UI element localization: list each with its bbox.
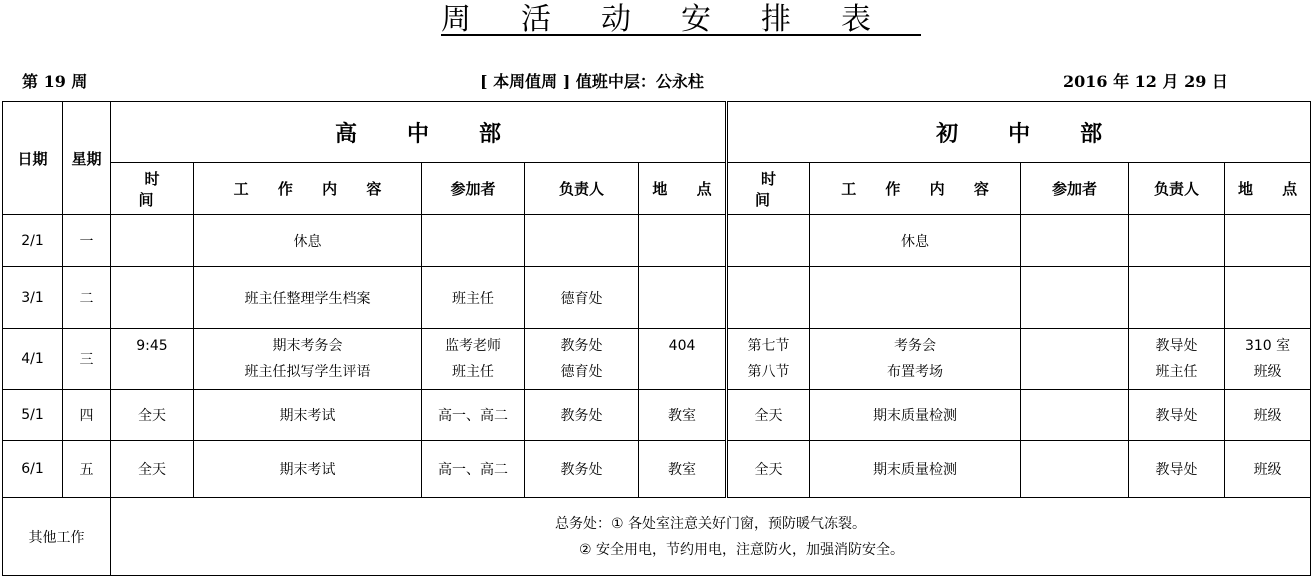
junior-location-line1: 310 室: [1244, 338, 1291, 354]
row-date: 5/1: [3, 390, 63, 441]
junior-col-time-label: 时 间: [755, 169, 789, 209]
high-content: 班主任整理学生档案: [194, 267, 422, 329]
high-participants: 班主任: [422, 267, 525, 329]
table-row: [3, 441, 1311, 498]
high-col-charge: 负责人: [525, 163, 639, 215]
junior-col-participants: 参加者: [1021, 163, 1129, 215]
high-participants: 高一、高二: [422, 390, 525, 441]
junior-participants: [1021, 329, 1129, 390]
high-location: [639, 267, 727, 329]
row-date: 6/1: [3, 441, 63, 498]
high-participants-line2: 班主任: [452, 364, 494, 380]
row-date: 2/1: [3, 215, 63, 267]
junior-time: 全天: [727, 390, 810, 441]
junior-participants: [1021, 441, 1129, 498]
junior-location: [1225, 329, 1311, 390]
high-school-header: [111, 102, 727, 163]
other-work-label: 其他工作: [3, 498, 111, 576]
table-row: [3, 215, 1311, 267]
junior-col-time: [727, 163, 810, 215]
junior-location-line2: 班级: [1253, 364, 1282, 380]
junior-participants: [1021, 390, 1129, 441]
high-content-line2: 班主任拟写学生评语: [244, 364, 371, 380]
junior-col-location-label: 地 点: [1237, 180, 1310, 198]
junior-location: 班级: [1225, 390, 1311, 441]
other-work-line2: ② 安全用电，节约用电，注意防火，加强消防安全。: [579, 541, 905, 558]
high-charge-line1: 教务处: [560, 338, 603, 354]
high-col-participants: 参加者: [422, 163, 525, 215]
junior-time: [727, 215, 810, 267]
high-content-line1: 期末考务会: [272, 338, 343, 354]
table-row: [3, 267, 1311, 329]
high-col-content-label: 工 作 内 容: [233, 180, 394, 198]
junior-charge: [1129, 267, 1225, 329]
high-col-location: [639, 163, 727, 215]
high-col-time-label: 时 间: [138, 169, 172, 209]
page-title-text: 周活动安排表: [441, 2, 921, 37]
junior-content: [810, 267, 1021, 329]
high-time: [111, 267, 194, 329]
col-date-header: 日期: [3, 102, 63, 215]
table-row: [3, 329, 1311, 390]
junior-col-location: [1225, 163, 1311, 215]
junior-location: [1225, 267, 1311, 329]
junior-charge: 教导处: [1129, 390, 1225, 441]
document-date: 2016 年 12 月 29 日: [1063, 72, 1228, 91]
junior-time: [727, 329, 810, 390]
high-charge: 教务处: [525, 390, 639, 441]
high-charge: [525, 329, 639, 390]
junior-content-line2: 布置考场: [887, 364, 944, 380]
row-date: 4/1: [3, 329, 63, 390]
junior-col-charge: 负责人: [1129, 163, 1225, 215]
high-time: 全天: [111, 441, 194, 498]
high-charge-line2: 德育处: [560, 364, 603, 380]
header-row-dept: [3, 102, 1311, 163]
row-weekday: 一: [63, 215, 111, 267]
junior-col-content: [810, 163, 1021, 215]
high-school-title: 高中部: [335, 121, 552, 147]
junior-time-line1: 第七节: [747, 338, 790, 354]
high-content: [194, 329, 422, 390]
junior-content: 期末质量检测: [810, 390, 1021, 441]
row-weekday: 五: [63, 441, 111, 498]
high-charge: 教务处: [525, 441, 639, 498]
high-content: 休息: [194, 215, 422, 267]
junior-col-content-label: 工 作 内 容: [841, 180, 1001, 198]
junior-charge: [1129, 215, 1225, 267]
high-col-content: [194, 163, 422, 215]
other-work-line1: 总务处：① 各处室注意关好门窗，预防暖气冻裂。: [555, 515, 867, 532]
junior-time-line2: 第八节: [747, 364, 790, 380]
table-row: [3, 390, 1311, 441]
high-participants: 高一、高二: [422, 441, 525, 498]
junior-charge-line1: 教导处: [1155, 338, 1198, 354]
high-charge: [525, 215, 639, 267]
col-weekday-header: 星期: [63, 102, 111, 215]
junior-school-header: [727, 102, 1311, 163]
high-time: 全天: [111, 390, 194, 441]
high-time: [111, 215, 194, 267]
high-col-time: [111, 163, 194, 215]
junior-school-title: 初中部: [936, 121, 1153, 147]
header-row-columns: [3, 163, 1311, 215]
junior-time: 全天: [727, 441, 810, 498]
high-participants: [422, 215, 525, 267]
junior-participants: [1021, 267, 1129, 329]
other-work-row: [3, 498, 1311, 576]
junior-location: 班级: [1225, 441, 1311, 498]
high-location-line2: [639, 359, 725, 385]
junior-content: 休息: [810, 215, 1021, 267]
other-work-content: [111, 498, 1311, 576]
junior-charge-line2: 班主任: [1155, 364, 1198, 380]
high-col-location-label: 地 点: [652, 180, 724, 198]
row-weekday: 四: [63, 390, 111, 441]
junior-content: 期末质量检测: [810, 441, 1021, 498]
junior-content: [810, 329, 1021, 390]
high-participants: [422, 329, 525, 390]
junior-time: [727, 267, 810, 329]
row-weekday: 三: [63, 329, 111, 390]
high-location: 教室: [639, 441, 727, 498]
week-number: 第 19 周: [22, 72, 88, 91]
high-location: [639, 329, 727, 390]
high-charge: 德育处: [525, 267, 639, 329]
high-location: [639, 215, 727, 267]
schedule-table: [2, 101, 1311, 576]
junior-content-line1: 考务会: [894, 338, 937, 354]
row-date: 3/1: [3, 267, 63, 329]
page-title: [0, 0, 1312, 40]
high-time: [111, 329, 194, 390]
junior-charge: 教导处: [1129, 441, 1225, 498]
high-time-line1: 9:45: [136, 338, 168, 354]
junior-charge: [1129, 329, 1225, 390]
high-location: 教室: [639, 390, 727, 441]
junior-participants: [1021, 215, 1129, 267]
row-weekday: 二: [63, 267, 111, 329]
high-content: 期末考试: [194, 390, 422, 441]
high-content: 期末考试: [194, 441, 422, 498]
high-time-line2: [111, 359, 193, 385]
high-participants-line1: 监考老师: [445, 338, 501, 354]
junior-location: [1225, 215, 1311, 267]
high-location-line1: 404: [668, 338, 696, 354]
duty-officer: [ 本周值周 ] 值班中层：公永柱: [480, 72, 704, 91]
